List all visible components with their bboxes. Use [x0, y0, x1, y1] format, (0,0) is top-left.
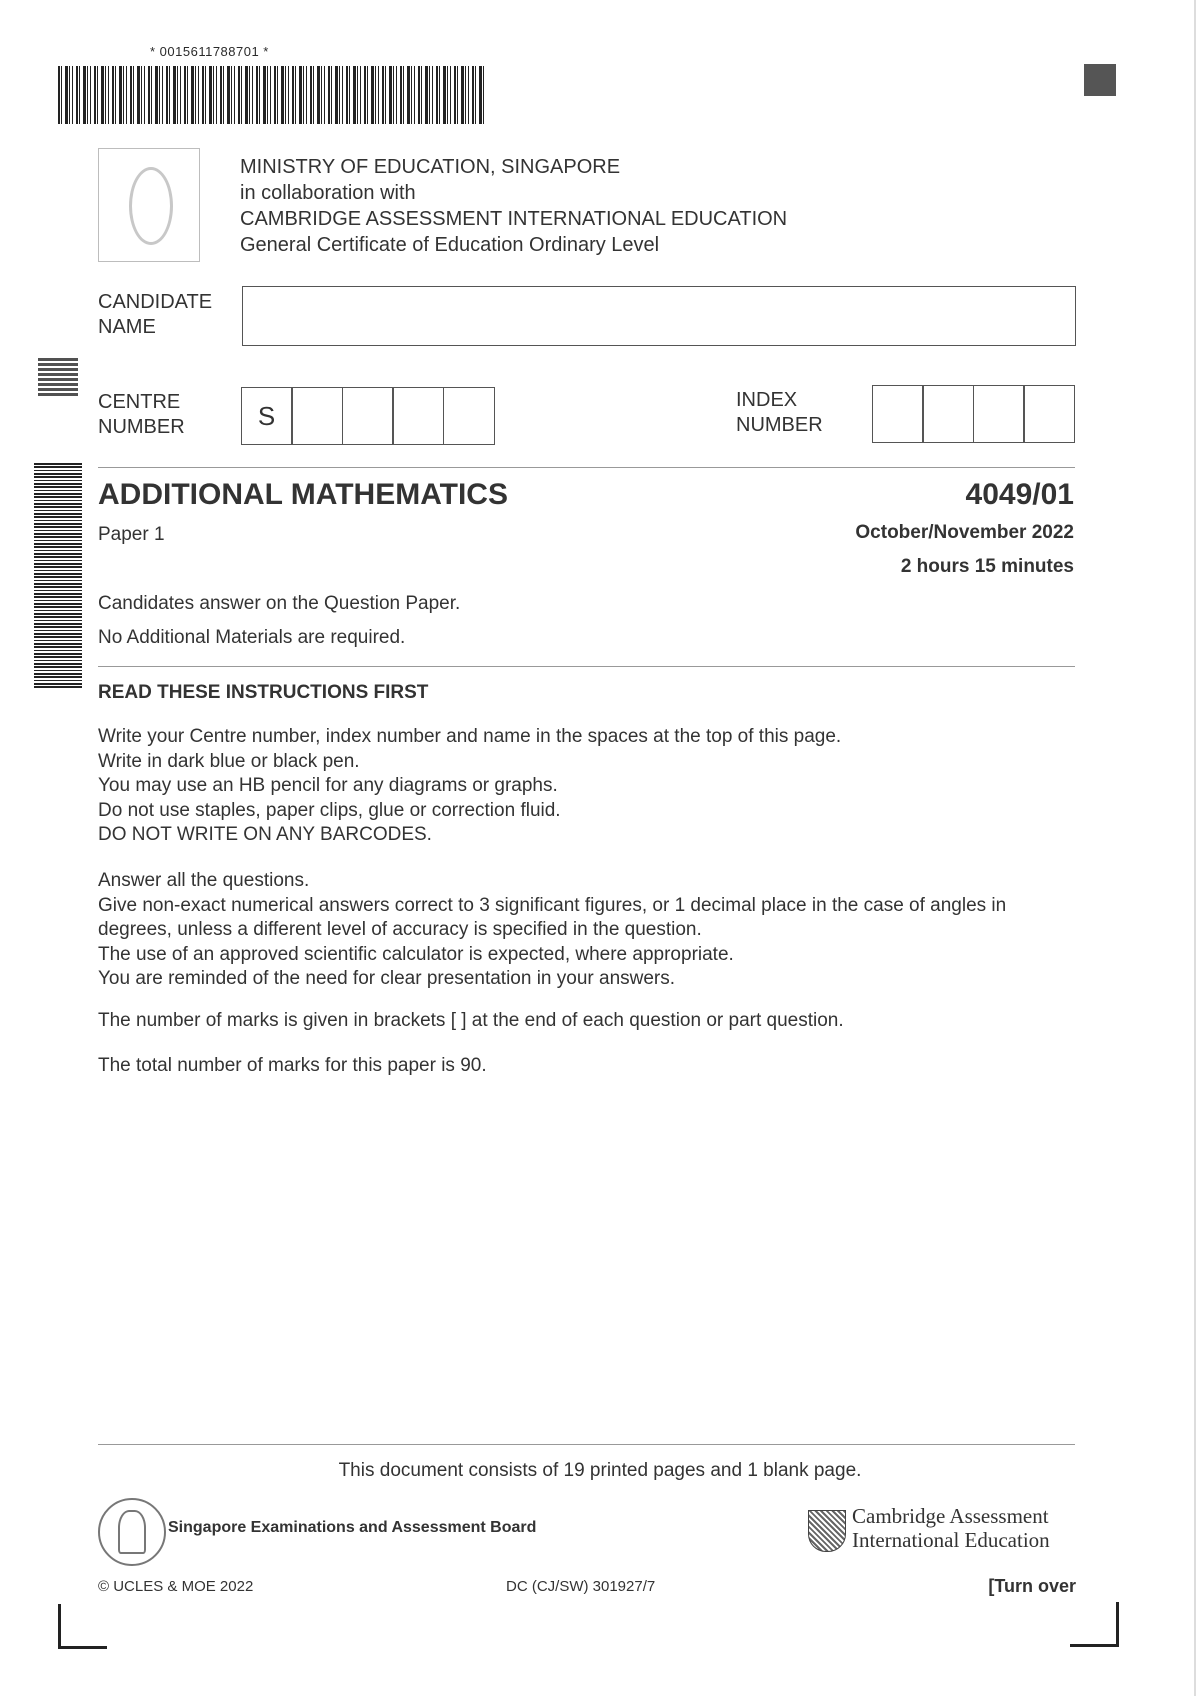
- header-cambridge: CAMBRIDGE ASSESSMENT INTERNATIONAL EDUCATION: [240, 208, 788, 230]
- candidate-name-field[interactable]: [242, 286, 1076, 346]
- crop-mark: [1070, 1602, 1119, 1647]
- instruction-line: The use of an approved scientific calculator is expected, where appropriate.: [98, 943, 734, 965]
- instruction-line: Give non-exact numerical answers correct to 3 significant figures, or 1 decimal place in the case of angles in: [98, 894, 1007, 916]
- exam-duration: 2 hours 15 minutes: [900, 556, 1074, 577]
- centre-label-line2: NUMBER: [98, 416, 185, 438]
- o-level-logo: [98, 148, 200, 262]
- index-cell[interactable]: [1023, 385, 1075, 443]
- instruction-line: DO NOT WRITE ON ANY BARCODES.: [98, 824, 432, 845]
- index-label-line2: NUMBER: [736, 414, 823, 436]
- index-label-line1: INDEX: [736, 389, 798, 411]
- paper-number: Paper 1: [98, 524, 165, 545]
- centre-number-field[interactable]: [242, 387, 495, 445]
- marks-note: The number of marks is given in brackets [ ] at the end of each question or part question.: [98, 1010, 844, 1031]
- header-collab: in collaboration with: [240, 182, 416, 204]
- centre-label-line1: CENTRE: [98, 391, 181, 413]
- index-cell[interactable]: [872, 385, 924, 443]
- candidate-name-label: [98, 290, 212, 340]
- instruction-line: Do not use staples, paper clips, glue or correction fluid.: [98, 799, 561, 821]
- index-number-field[interactable]: [873, 385, 1075, 443]
- exam-header: [240, 154, 787, 258]
- header-ministry: MINISTRY OF EDUCATION, SINGAPORE: [240, 156, 621, 178]
- turn-over: [Turn over: [988, 1576, 1076, 1596]
- page-edge: [1194, 0, 1196, 1696]
- cambridge-line1: Cambridge Assessment: [852, 1504, 1049, 1528]
- crop-mark: [58, 1604, 107, 1649]
- instruction-line: Write in dark blue or black pen.: [98, 750, 360, 772]
- side-barcode: [34, 462, 82, 688]
- cambridge-logo-text: [852, 1504, 1050, 1552]
- instructions-heading: READ THESE INSTRUCTIONS FIRST: [98, 682, 429, 703]
- centre-number-label: [98, 390, 185, 440]
- page-count-note: This document consists of 19 printed pages and 1 blank page.: [338, 1460, 862, 1481]
- divider: [98, 467, 1075, 468]
- divider: [98, 666, 1075, 667]
- exam-session: October/November 2022: [855, 522, 1074, 543]
- registration-mark: [1084, 64, 1116, 96]
- cambridge-line2: International Education: [852, 1528, 1050, 1552]
- seab-logo: [98, 1498, 166, 1566]
- index-cell[interactable]: [922, 385, 974, 443]
- instruction-line: degrees, unless a different level of accuracy is specified in the question.: [98, 919, 702, 940]
- instruction-line: Answer all the questions.: [98, 870, 310, 891]
- header-certificate: General Certificate of Education Ordinary Level: [240, 234, 660, 256]
- centre-cell[interactable]: [443, 387, 495, 445]
- instructions-block-2: [98, 869, 1006, 992]
- instructions-block-1: [98, 725, 841, 848]
- centre-cell[interactable]: [392, 387, 444, 445]
- answer-on-note: Candidates answer on the Question Paper.: [98, 593, 461, 614]
- document-code: DC (CJ/SW) 301927/7: [506, 1578, 656, 1595]
- centre-cell[interactable]: [342, 387, 394, 445]
- index-cell[interactable]: [973, 385, 1025, 443]
- syllabus-code: 4049/01: [965, 478, 1074, 511]
- materials-note: No Additional Materials are required.: [98, 627, 406, 648]
- instruction-line: Write your Centre number, index number and name in the spaces at the top of this page.: [98, 726, 842, 747]
- instruction-line: You may use an HB pencil for any diagrams or graphs.: [98, 775, 558, 796]
- barcode-number: * 0015611788701 *: [150, 44, 269, 59]
- seab-name: Singapore Examinations and Assessment Board: [168, 1519, 537, 1536]
- copyright: © UCLES & MOE 2022: [98, 1578, 254, 1595]
- cambridge-crest-icon: [808, 1510, 846, 1552]
- total-marks-note: The total number of marks for this paper is 90.: [98, 1055, 487, 1076]
- top-barcode: [58, 66, 484, 124]
- divider: [98, 1444, 1075, 1445]
- candidate-label-line1: CANDIDATE: [98, 291, 213, 313]
- candidate-label-line2: NAME: [98, 316, 156, 338]
- index-number-label: [736, 388, 823, 438]
- qr-code: [38, 356, 78, 396]
- exam-title: ADDITIONAL MATHEMATICS: [98, 478, 508, 511]
- instruction-line: You are reminded of the need for clear presentation in your answers.: [98, 968, 676, 989]
- centre-cell[interactable]: [291, 387, 343, 445]
- centre-cell-prefix: S: [241, 387, 293, 445]
